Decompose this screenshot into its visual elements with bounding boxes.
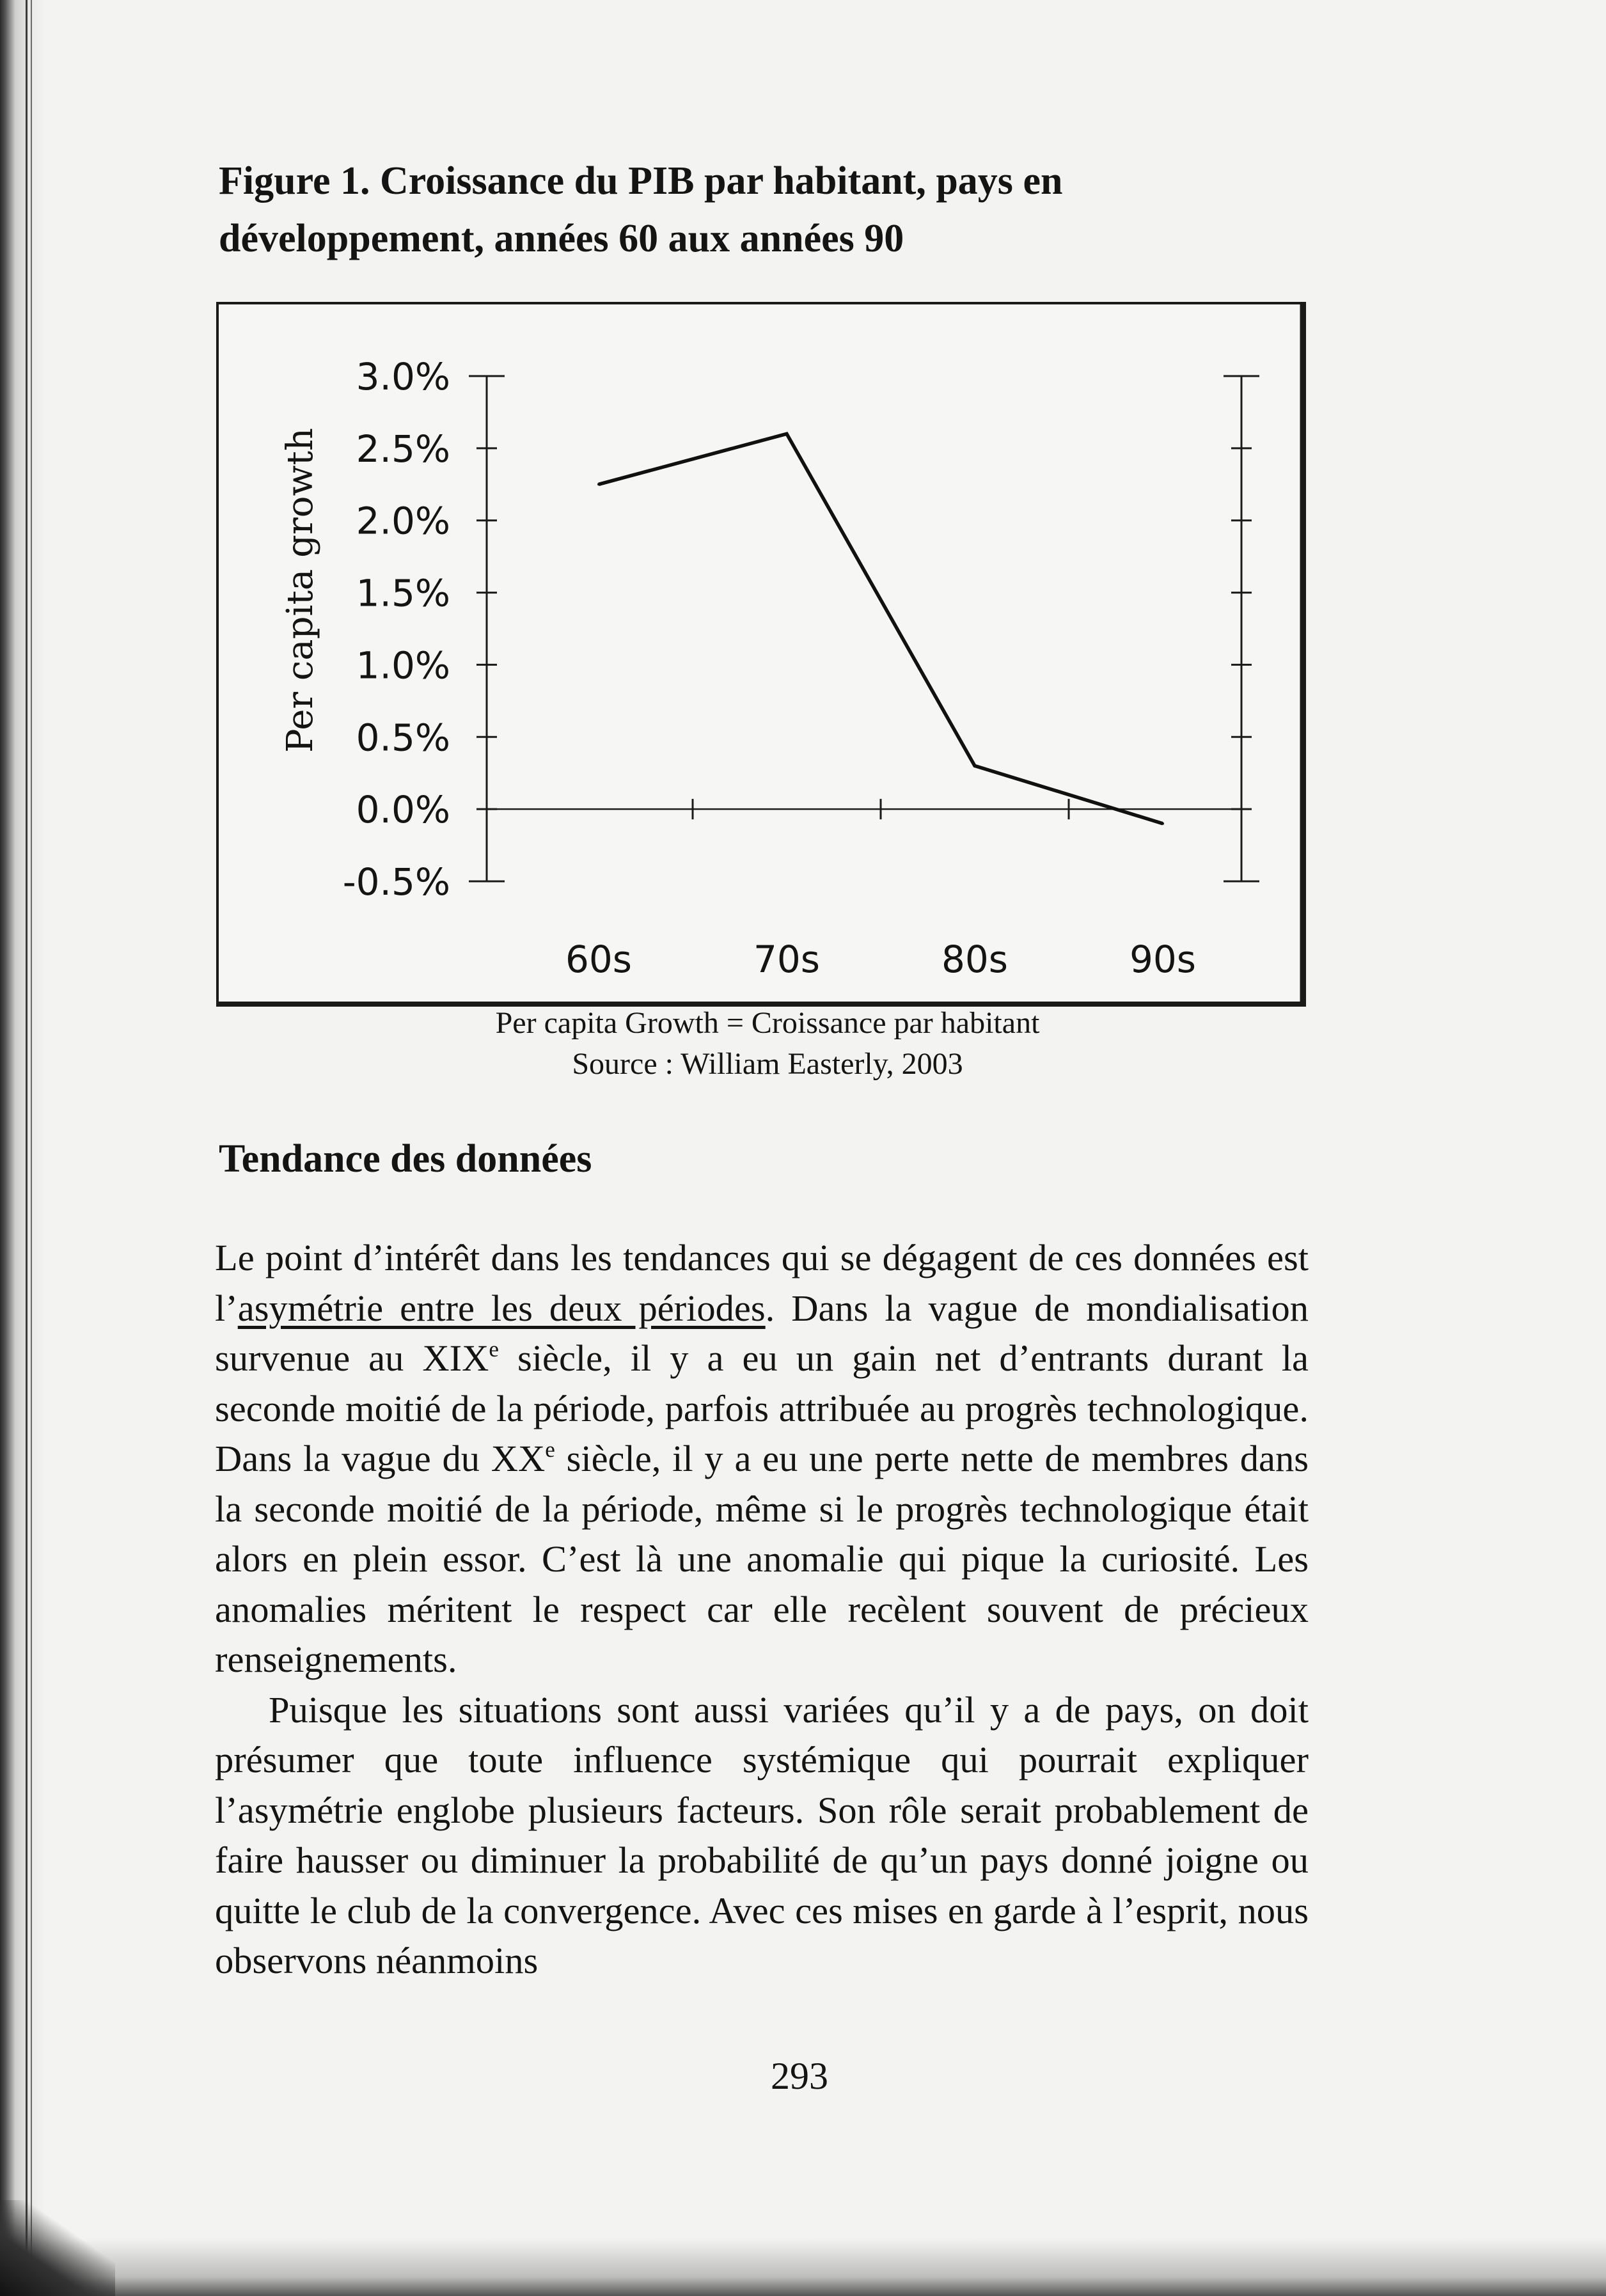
y-tick-label: 2.5% (356, 427, 450, 471)
y-tick-label: 0.5% (356, 716, 450, 760)
series-point (973, 764, 976, 767)
page-number: 293 (771, 2055, 828, 2097)
x-category-label: 90s (1129, 938, 1197, 981)
paragraph-1-part-d: siècle, il y a eu une perte nette de membres dans la seconde moitié de la période, même si le progrès technologique était alors en plein essor. C’est là une anomalie qui pique la curiosité. Les anomalies méritent le respect car elle recèlent souvent de précieux renseignements. (215, 1438, 1309, 1680)
growth-line-chart (215, 301, 1309, 1010)
underlined-phrase: asymétrie entre les deux périodes (237, 1287, 766, 1329)
paragraph-1 (215, 1233, 1309, 1685)
book-spine-shadow (0, 0, 45, 2296)
x-category-label: 60s (565, 938, 633, 981)
paragraph-2: Puisque les situations sont aussi variées qu’il y a de pays, on doit présumer que toute influence systémique qui pourrait expliquer l’asymétrie englobe plusieurs facteurs. Son rôle serait probablement de faire hausser ou diminuer la probabilité de qu’un pays donné joigne ou quitte le club de la convergence. Avec ces mises en garde à l’esprit, nous observons néanmoins (215, 1688, 1309, 1981)
spine-edge-line-inner (31, 0, 32, 2296)
caption-translation: Per capita Growth = Croissance par habitant (495, 1006, 1040, 1040)
y-tick-label: 3.0% (356, 355, 450, 398)
x-category-label: 70s (753, 938, 821, 981)
paragraph-1-part-a: Le point d’intérêt dans les tendances qui se dégagent de ces données est l’ (215, 1237, 1309, 1329)
superscript-e-2: e (545, 1437, 555, 1462)
section-heading: Tendance des données (219, 1137, 592, 1181)
spine-edge-line (26, 0, 28, 2296)
bottom-scan-shadow (0, 2238, 1606, 2296)
y-tick-label: 2.0% (356, 499, 450, 543)
paragraph-1-part-c: siècle, il y a eu un gain net d’entrants durant la seconde moitié de la période, parfois attribuée au progrès technologique. Dans la vague du XX (215, 1337, 1309, 1479)
body-text (215, 1233, 1309, 1986)
y-tick-label: 0.0% (356, 788, 450, 832)
x-category-label: 80s (941, 938, 1009, 981)
corner-scan-shadow (0, 2200, 115, 2296)
y-axis-title: Per capita growth (279, 428, 321, 753)
y-tick-label: 1.5% (356, 571, 450, 615)
series-point (1161, 822, 1164, 825)
superscript-e-1: e (489, 1337, 499, 1362)
y-tick-label: 1.0% (356, 643, 450, 688)
series-point (785, 432, 788, 435)
series-point (597, 483, 600, 485)
figure-title: Figure 1. Croissance du PIB par habitant, pays en développement, années 60 aux années 90 (219, 159, 1063, 260)
caption-source: Source : William Easterly, 2003 (572, 1047, 963, 1081)
paragraph-1-part-b: . Dans la vague de mondialisation survenue au XIX (215, 1287, 1309, 1379)
y-tick-label: -0.5% (342, 860, 450, 904)
figure-caption (192, 1003, 1343, 1085)
